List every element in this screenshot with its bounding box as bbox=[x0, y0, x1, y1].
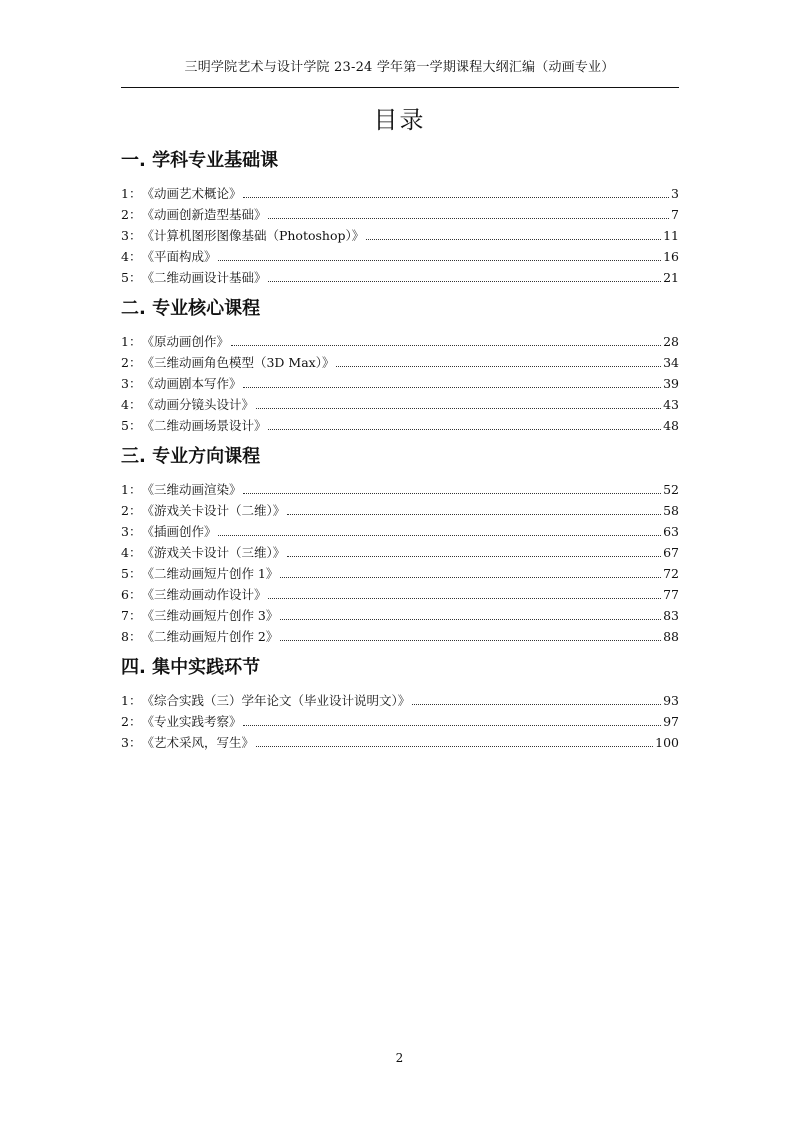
toc-entry[interactable] bbox=[121, 584, 679, 605]
entry-number: 1： bbox=[121, 482, 142, 497]
entry-title: 《三维动画渲染》 bbox=[141, 482, 242, 497]
entry-title: 《动画艺术概论》 bbox=[141, 186, 242, 201]
toc-entry[interactable] bbox=[121, 732, 679, 753]
entry-number: 2： bbox=[121, 503, 142, 518]
dot-leader bbox=[366, 239, 661, 240]
entry-page-number: 100 bbox=[655, 735, 679, 750]
toc-entry[interactable] bbox=[121, 394, 679, 415]
entry-number: 1： bbox=[121, 693, 142, 708]
entry-page-number: 72 bbox=[663, 566, 679, 581]
entry-page-number: 77 bbox=[663, 587, 679, 602]
entry-page-number: 21 bbox=[663, 270, 679, 285]
entry-page-number: 7 bbox=[671, 207, 679, 222]
toc-entry[interactable] bbox=[121, 225, 679, 246]
entry-page-number: 43 bbox=[663, 397, 679, 412]
toc-section bbox=[121, 146, 679, 288]
entry-title: 《动画剧本写作》 bbox=[141, 376, 242, 391]
entry-page-number: 88 bbox=[663, 629, 679, 644]
dot-leader bbox=[287, 514, 661, 515]
entry-page-number: 16 bbox=[663, 249, 679, 264]
entry-number: 5： bbox=[121, 566, 142, 581]
toc-entry[interactable] bbox=[121, 626, 679, 647]
dot-leader bbox=[280, 619, 661, 620]
toc-entry[interactable] bbox=[121, 267, 679, 288]
toc-entry[interactable] bbox=[121, 415, 679, 436]
entry-title: 《二维动画短片创作 2》 bbox=[141, 629, 279, 644]
entry-title: 《游戏关卡设计（三维）》 bbox=[141, 545, 286, 560]
dot-leader bbox=[243, 387, 661, 388]
dot-leader bbox=[336, 366, 661, 367]
entry-page-number: 58 bbox=[663, 503, 679, 518]
dot-leader bbox=[256, 746, 653, 747]
entry-title: 《三维动画动作设计》 bbox=[141, 587, 267, 602]
entry-title: 《平面构成》 bbox=[141, 249, 217, 264]
entry-number: 8： bbox=[121, 629, 142, 644]
dot-leader bbox=[218, 535, 661, 536]
entry-title: 《二维动画短片创作 1》 bbox=[141, 566, 279, 581]
entry-title: 《二维动画设计基础》 bbox=[141, 270, 267, 285]
dot-leader bbox=[243, 725, 661, 726]
dot-leader bbox=[268, 598, 661, 599]
entry-number: 1： bbox=[121, 334, 142, 349]
toc-entry[interactable] bbox=[121, 352, 679, 373]
entry-number: 5： bbox=[121, 270, 142, 285]
entry-title: 《综合实践（三）学年论文（毕业设计说明文）》 bbox=[141, 693, 411, 708]
toc-section bbox=[121, 653, 679, 753]
dot-leader bbox=[280, 577, 661, 578]
entry-number: 4： bbox=[121, 397, 142, 412]
toc-entry[interactable] bbox=[121, 500, 679, 521]
entry-page-number: 28 bbox=[663, 334, 679, 349]
toc-entry[interactable] bbox=[121, 711, 679, 732]
entry-page-number: 83 bbox=[663, 608, 679, 623]
toc-entry[interactable] bbox=[121, 563, 679, 584]
page-header: 三明学院艺术与设计学院 23-24 学年第一学期课程大纲汇编（动画专业） bbox=[184, 60, 615, 75]
entry-number: 6： bbox=[121, 587, 142, 602]
entry-number: 3： bbox=[121, 376, 142, 391]
entry-title: 《三维动画角色模型（3D Max）》 bbox=[141, 355, 335, 370]
section-heading: 二. 专业核心课程 bbox=[121, 298, 261, 319]
entry-number: 4： bbox=[121, 249, 142, 264]
entry-number: 3： bbox=[121, 228, 142, 243]
toc-entry[interactable] bbox=[121, 246, 679, 267]
entry-page-number: 67 bbox=[663, 545, 679, 560]
dot-leader bbox=[268, 218, 669, 219]
entry-title: 《动画创新造型基础》 bbox=[141, 207, 267, 222]
toc-entry[interactable] bbox=[121, 204, 679, 225]
entry-title: 《游戏关卡设计（二维）》 bbox=[141, 503, 286, 518]
toc-section bbox=[121, 442, 679, 647]
entry-number: 4： bbox=[121, 545, 142, 560]
section-heading: 三. 专业方向课程 bbox=[121, 446, 261, 467]
dot-leader bbox=[243, 197, 669, 198]
toc-entry[interactable] bbox=[121, 373, 679, 394]
toc-entry[interactable] bbox=[121, 542, 679, 563]
entry-page-number: 63 bbox=[663, 524, 679, 539]
header-divider bbox=[121, 87, 679, 88]
entry-number: 2： bbox=[121, 714, 142, 729]
entry-title: 《原动画创作》 bbox=[141, 334, 229, 349]
toc-entry[interactable] bbox=[121, 479, 679, 500]
entry-title: 《艺术采风，写生》 bbox=[141, 735, 254, 750]
entry-page-number: 93 bbox=[663, 693, 679, 708]
dot-leader bbox=[268, 281, 661, 282]
dot-leader bbox=[412, 704, 661, 705]
dot-leader bbox=[243, 493, 661, 494]
toc-entry[interactable] bbox=[121, 605, 679, 626]
dot-leader bbox=[256, 408, 661, 409]
entry-page-number: 3 bbox=[671, 186, 679, 201]
entry-title: 《插画创作》 bbox=[141, 524, 217, 539]
toc-entry[interactable] bbox=[121, 521, 679, 542]
toc-entry[interactable] bbox=[121, 690, 679, 711]
entry-number: 3： bbox=[121, 735, 142, 750]
toc-entry[interactable] bbox=[121, 183, 679, 204]
entry-page-number: 34 bbox=[663, 355, 679, 370]
entry-number: 2： bbox=[121, 207, 142, 222]
section-heading: 四. 集中实践环节 bbox=[121, 657, 261, 678]
dot-leader bbox=[280, 640, 661, 641]
entry-page-number: 39 bbox=[663, 376, 679, 391]
entry-title: 《三维动画短片创作 3》 bbox=[141, 608, 279, 623]
table-of-contents bbox=[121, 146, 679, 759]
section-heading: 一. 学科专业基础课 bbox=[121, 150, 279, 171]
entry-title: 《二维动画场景设计》 bbox=[141, 418, 267, 433]
entry-page-number: 52 bbox=[663, 482, 679, 497]
entry-page-number: 48 bbox=[663, 418, 679, 433]
entry-page-number: 11 bbox=[663, 228, 679, 243]
entry-number: 7： bbox=[121, 608, 142, 623]
dot-leader bbox=[231, 345, 661, 346]
dot-leader bbox=[287, 556, 661, 557]
entry-number: 1： bbox=[121, 186, 142, 201]
entry-title: 《专业实践考察》 bbox=[141, 714, 242, 729]
toc-entry[interactable] bbox=[121, 331, 679, 352]
entry-number: 3： bbox=[121, 524, 142, 539]
entry-title: 《计算机图形图像基础（Photoshop）》 bbox=[141, 228, 365, 243]
page-number: 2 bbox=[395, 1051, 404, 1065]
entry-number: 2： bbox=[121, 355, 142, 370]
entry-number: 5： bbox=[121, 418, 142, 433]
entry-page-number: 97 bbox=[663, 714, 679, 729]
entry-title: 《动画分镜头设计》 bbox=[141, 397, 254, 412]
dot-leader bbox=[218, 260, 661, 261]
toc-title: 目录 bbox=[373, 106, 426, 134]
dot-leader bbox=[268, 429, 661, 430]
toc-section bbox=[121, 294, 679, 436]
